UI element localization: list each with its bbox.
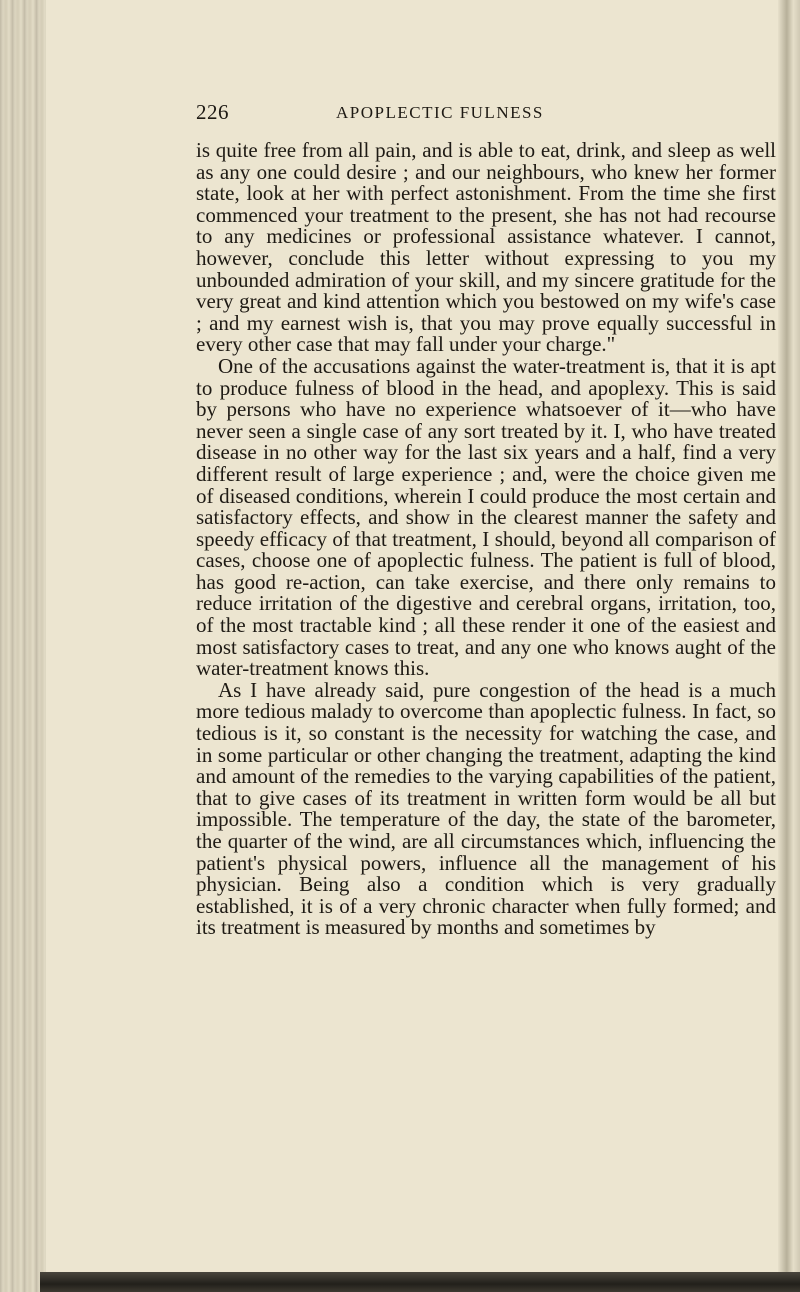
paragraph-letter-end: is quite free from all pain, and is able to eat, drink, and sleep as well as any one could desire ; and our neighbours, who knew her former state, look at her with perfect astonishment. From the time she first commenced your treatment to the present, she has not had recourse to any medicines or professional assistance whatever. I cannot, however, conclude this letter without expressing to you my unbounded admiration of your skill, and my sincere gratitude for the very great and kind attention which you bestowed on my wife's case ; and my earnest wish is, that you may prove equally successful in every other case that may fall under your charge." <box>196 138 776 357</box>
page-header <box>196 100 776 130</box>
running-head: APOPLECTIC FULNESS <box>336 103 544 122</box>
scan-bottom-band <box>40 1272 800 1292</box>
paragraph-accusations: One of the accusations against the water-treatment is, that it is apt to produce fulness of blood in the head, and apoplexy. This is said by persons who have no experience whatsoever of it—who have never seen a single case of any sort treated by it. I, who have treated disease in no other way for the last six years and a half, find a very different result of large experience ; and, were the choice given me of diseased conditions, wherein I could produce the most certain and satisfactory effects, and show in the clearest manner the safety and speedy efficacy of that treatment, I should, beyond all comparison of cases, choose one of apoplectic fulness. The patient is full of blood, has good re-action, can take exercise, and there only remains to reduce irritation of the digestive and cerebral organs, irritation, too, of the most tractable kind ; all these render it one of the easiest and most satisfactory cases to treat, and any one who knows aught of the water-treatment knows this. <box>196 353 776 681</box>
page-edge <box>778 0 800 1292</box>
binding-gutter <box>0 0 46 1292</box>
page-number: 226 <box>196 100 229 124</box>
paragraph-congestion: As I have already said, pure congestion of the head is a much more tedious malady to overcome than apoplectic fulness. In fact, so tedious is it, so constant is the necessity for watching the case, and in some particular or other changing the treatment, adapting the kind and amount of the remedies to the varying capabilities of the patient, that to give cases of its treatment in written form would be all but impossible. The temperature of the day, the state of the barometer, the quarter of the wind, are all circumstances which, influencing the patient's physical powers, influence all the management of his physician. Being also a condition which is very gradually established, it is of a very chronic character when fully formed; and its treatment is measured by months and sometimes by <box>196 677 776 940</box>
body-text <box>196 140 776 939</box>
